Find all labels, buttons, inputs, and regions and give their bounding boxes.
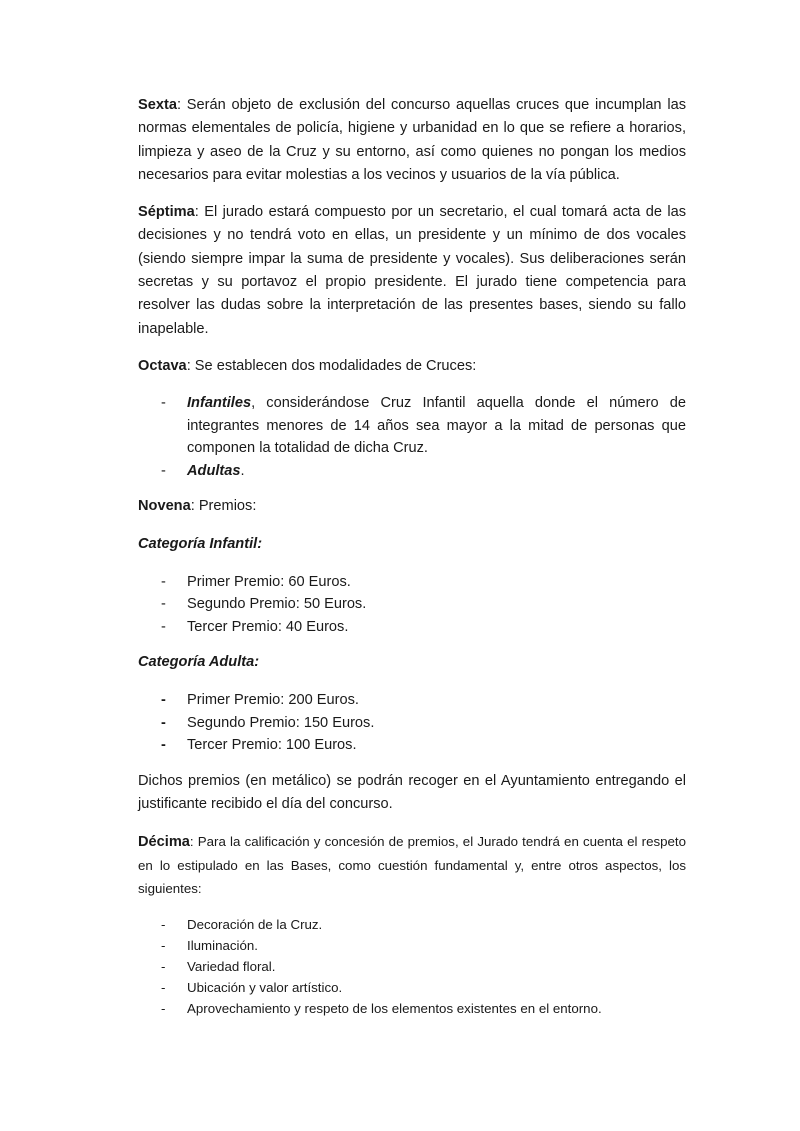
clause-label: Novena bbox=[138, 498, 191, 515]
list-item bbox=[138, 392, 686, 460]
clause-label: Décima bbox=[138, 834, 190, 851]
category-adulta-title: Categoría Adulta: bbox=[138, 654, 260, 671]
category-infantil-title: Categoría Infantil: bbox=[138, 535, 263, 552]
clause-text: : El jurado estará compuesto por un secretario, el cual tomará acta de las decisiones y no tendrá voto en ellas, un presidente y un mínimo de dos vocales (siendo siempre impar la suma de presidente y vocales). Sus deliberaciones serán secretas y su portavoz el propio presidente. El jurado tiene competencia para resolver las dudas sobre la interpretación de las presentes bases, siendo su fallo inapelable. bbox=[138, 204, 686, 337]
list-item: - Tercer Premio: 100 Euros. bbox=[138, 734, 686, 757]
clause-decima bbox=[138, 830, 686, 900]
list-item: - Decoración de la Cruz. bbox=[138, 914, 686, 935]
modality-term: Infantiles bbox=[187, 395, 252, 412]
clause-novena bbox=[138, 495, 686, 518]
clause-text: : Se establecen dos modalidades de Cruces: bbox=[186, 357, 477, 374]
list-item: - Primer Premio: 200 Euros. bbox=[138, 689, 686, 712]
list-item bbox=[138, 460, 686, 483]
clause-septima bbox=[138, 201, 686, 341]
list-item: - Iluminación. bbox=[138, 935, 686, 956]
list-item: - Tercer Premio: 40 Euros. bbox=[138, 616, 686, 639]
list-item: - Segundo Premio: 150 Euros. bbox=[138, 712, 686, 735]
criteria-list bbox=[138, 914, 686, 1019]
clause-octava bbox=[138, 355, 686, 378]
modality-text: . bbox=[240, 462, 245, 479]
modalities-list bbox=[138, 392, 686, 482]
clause-text: : Para la calificación y concesión de premios, el Jurado tendrá en cuenta el respeto en lo estipulado en las Bases, como cuestión fundamental y, entre otros aspectos, los siguientes: bbox=[138, 834, 686, 897]
modality-text: , considerándose Cruz Infantil aquella donde el número de integrantes menores de 14 años sea mayor a la mitad de personas que componen la totalidad de dicha Cruz. bbox=[187, 395, 686, 457]
prizes-infantil-list bbox=[138, 571, 686, 639]
clause-text: : Premios: bbox=[190, 498, 257, 515]
clause-sexta bbox=[138, 94, 686, 187]
list-item: - Aprovechamiento y respeto de los elementos existentes en el entorno. bbox=[138, 998, 686, 1019]
clause-label: Octava bbox=[138, 357, 187, 374]
prizes-adulta-list bbox=[138, 689, 686, 757]
prizes-note: Dichos premios (en metálico) se podrán recoger en el Ayuntamiento entregando el justificante recibido el día del concurso. bbox=[138, 772, 686, 812]
clause-label: Séptima bbox=[138, 204, 195, 221]
list-item: - Variedad floral. bbox=[138, 956, 686, 977]
modality-term: Adultas bbox=[187, 462, 241, 479]
document-body bbox=[138, 94, 686, 1032]
list-item: - Primer Premio: 60 Euros. bbox=[138, 571, 686, 594]
clause-label: Sexta bbox=[138, 97, 177, 113]
list-item: - Ubicación y valor artístico. bbox=[138, 977, 686, 998]
list-item: - Segundo Premio: 50 Euros. bbox=[138, 593, 686, 616]
clause-text: : Serán objeto de exclusión del concurso aquellas cruces que incumplan las normas elementales de policía, higiene y urbanidad en lo que se refiere a horarios, limpieza y aseo de la Cruz y su entorno, así como quienes no pongan los medios necesarios para evitar molestias a los vecinos y usuarios de la vía pública. bbox=[138, 97, 686, 183]
